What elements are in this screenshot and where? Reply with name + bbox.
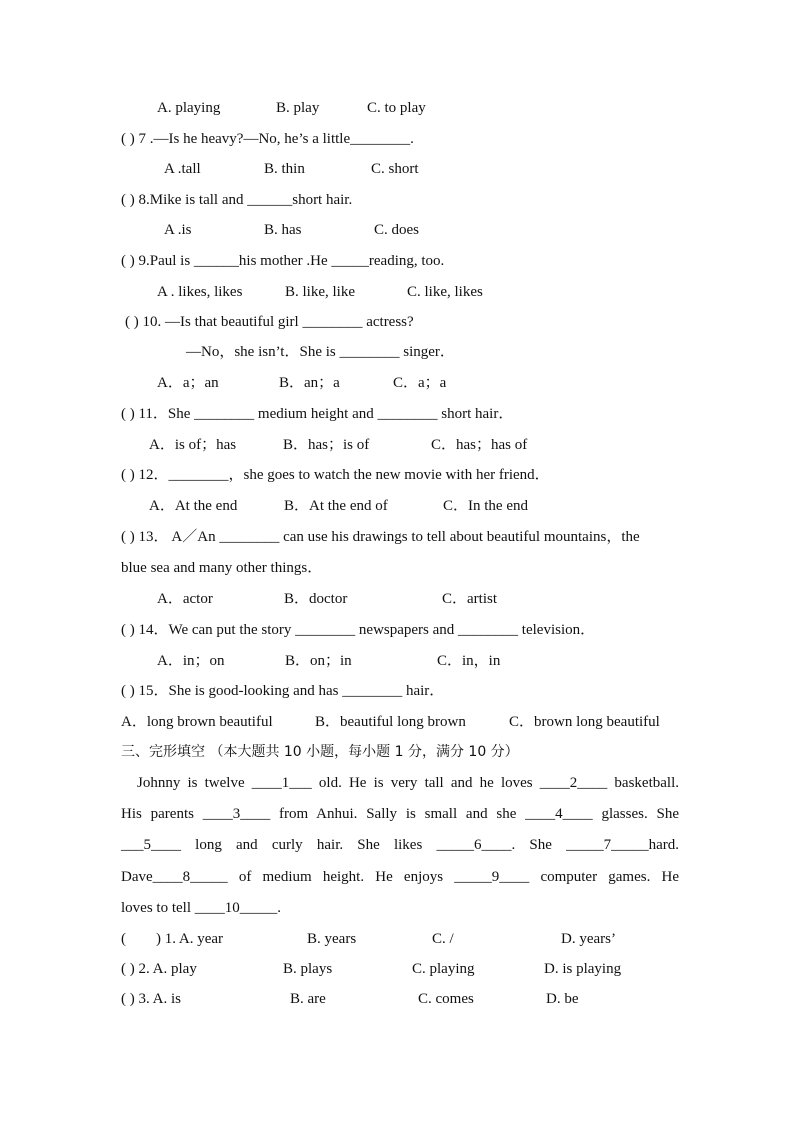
q6-option-b: B. play [276, 100, 320, 116]
q11-option-b: B．has；is of [283, 437, 370, 453]
q9-stem: ( ) 9.Paul is ______his mother .He _____reading, too. [121, 253, 445, 269]
q7-option-c: C. short [371, 161, 419, 177]
q12-stem: ( ) 12．________，she goes to watch the new movie with her friend． [121, 467, 550, 483]
q13-option-c: C．artist [442, 591, 497, 607]
q13-stem: ( ) 13． A／An ________ can use his drawings to tell about beautiful mountains，the [121, 529, 640, 545]
passage-line-2: His parents ____3____ from Anhui. Sally is small and she ____4____ glasses. She [121, 806, 679, 822]
q9-option-a: A . likes, likes [157, 284, 243, 300]
cloze-3-stem: ( ) 3. A. is [121, 991, 181, 1007]
q13-stem-line2: blue sea and many other things． [121, 560, 323, 576]
cloze-1-option-b: B. years [307, 931, 357, 947]
q14-option-c: C．in，in [437, 653, 501, 669]
q13-option-a: A．actor [157, 591, 213, 607]
q10-stem-line2: —No，she isn’t．She is ________ singer． [186, 344, 455, 360]
q9-option-b: B. like, like [285, 284, 355, 300]
q6-option-a: A. playing [157, 100, 221, 116]
q12-option-c: C．In the end [443, 498, 528, 514]
q15-stem: ( ) 15．She is good-looking and has ________ hair． [121, 683, 445, 699]
q11-option-a: A．is of；has [149, 437, 237, 453]
cloze-3-option-c: C. comes [418, 991, 474, 1007]
cloze-1-stem: ( ) 1. A. year [121, 931, 224, 947]
cloze-2-option-d: D. is playing [544, 961, 622, 977]
section-title: 三、完形填空 （本大题共 10 小题，每小题 1 分，满分 10 分） [121, 744, 519, 760]
q8-option-b: B. has [264, 222, 302, 238]
q11-option-c: C．has；has of [431, 437, 528, 453]
q7-option-a: A .tall [164, 161, 201, 177]
q10-option-b: B．an；a [279, 375, 340, 391]
cloze-1-option-d: D. years’ [561, 931, 616, 947]
cloze-2-stem: ( ) 2. A. play [121, 961, 197, 977]
cloze-1-option-c: C. / [432, 931, 454, 947]
q9-option-c: C. like, likes [407, 284, 483, 300]
q8-option-c: C. does [374, 222, 419, 238]
cloze-3-option-d: D. be [546, 991, 579, 1007]
q12-option-a: A．At the end [149, 498, 238, 514]
q14-stem: ( ) 14．We can put the story ________ newspapers and ________ television． [121, 622, 596, 638]
passage-line-1: Johnny is twelve ____1___ old. He is very tall and he loves ____2____ basketball. [137, 775, 679, 791]
q14-option-a: A．in；on [157, 653, 225, 669]
passage-line-5: loves to tell ____10_____. [121, 900, 281, 916]
q11-stem: ( ) 11．She ________ medium height and ________ short hair． [121, 406, 514, 422]
q10-stem: ( ) 10. —Is that beautiful girl ________ actress? [125, 314, 414, 330]
q15-option-a: A．long brown beautiful [121, 714, 273, 730]
q12-option-b: B．At the end of [284, 498, 388, 514]
q7-option-b: B. thin [264, 161, 305, 177]
q10-option-c: C．a；a [393, 375, 447, 391]
cloze-2-option-c: C. playing [412, 961, 475, 977]
passage-line-4: Dave____8_____ of medium height. He enjoys _____9____ computer games. He [121, 869, 679, 885]
cloze-3-option-b: B. are [290, 991, 326, 1007]
cloze-2-option-b: B. plays [283, 961, 333, 977]
q13-option-b: B．doctor [284, 591, 348, 607]
passage-line-3: ___5____ long and curly hair. She likes _____6____. She _____7_____hard. [121, 837, 679, 853]
q8-stem: ( ) 8.Mike is tall and ______short hair. [121, 192, 353, 208]
q15-option-c: C．brown long beautiful [509, 714, 660, 730]
q10-option-a: A．a；an [157, 375, 219, 391]
q14-option-b: B．on；in [285, 653, 352, 669]
q7-stem: ( ) 7 .—Is he heavy?—No, he’s a little________. [121, 131, 414, 147]
q8-option-a: A .is [164, 222, 192, 238]
q6-option-c: C. to play [367, 100, 426, 116]
q15-option-b: B．beautiful long brown [315, 714, 466, 730]
